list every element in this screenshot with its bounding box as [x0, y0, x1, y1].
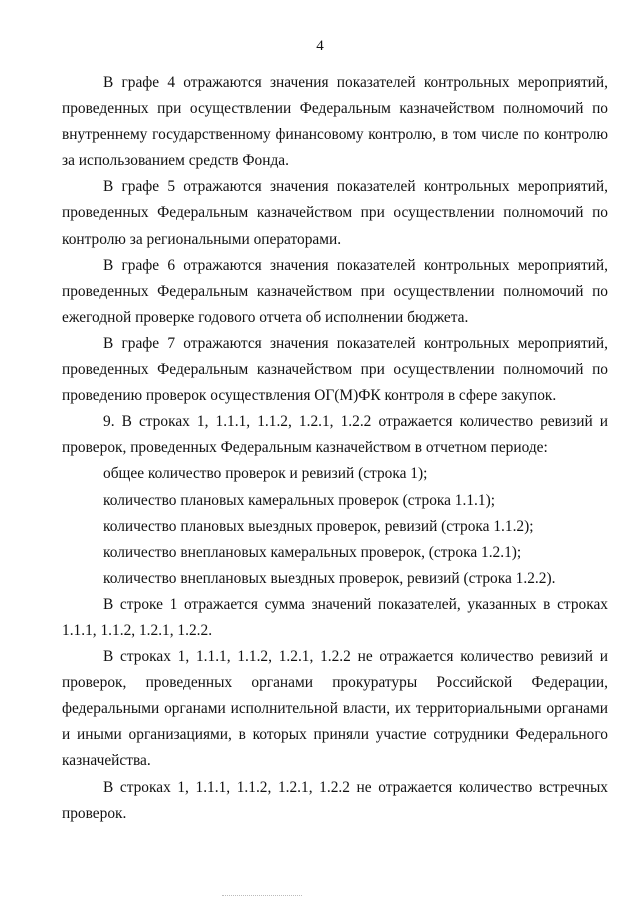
paragraph-section-9: 9. В строках 1, 1.1.1, 1.1.2, 1.2.1, 1.2.2 отражается количество ревизий и проверок, проведенных Федеральным казначейством в отчетном периоде: [62, 413, 608, 457]
list-item: количество внеплановых камеральных проверок, (строка 1.2.1); [103, 543, 522, 561]
paragraph-column-4: В графе 4 отражаются значения показателей контрольных мероприятий, проведенных при осуществлении Федеральным казначейством полномочий по внутреннему государственному финансовому контролю, в том числе по контролю за использованием средств Фонда. [62, 74, 608, 170]
list-item: количество плановых камеральных проверок (строка 1.1.1); [103, 491, 495, 509]
scan-artifact [222, 895, 302, 898]
paragraph-column-6: В графе 6 отражаются значения показателей контрольных мероприятий, проведенных Федеральным казначейством при осуществлении полномочий по ежегодной проверке годового отчета об исполнении бюджета. [62, 256, 608, 326]
list-item: количество внеплановых выездных проверок, ревизий (строка 1.2.2). [103, 569, 556, 587]
paragraph-row-1-sum: В строке 1 отражается сумма значений показателей, указанных в строках 1.1.1, 1.1.2, 1.2.1, 1.2.2. [62, 595, 608, 639]
list-item: количество плановых выездных проверок, ревизий (строка 1.1.2); [103, 517, 534, 535]
paragraph-exclusion-counter-checks: В строках 1, 1.1.1, 1.1.2, 1.2.1, 1.2.2 не отражается количество встречных проверок. [62, 778, 608, 822]
page-number: 4 [316, 38, 324, 54]
document-body [62, 70, 608, 827]
paragraph-column-7: В графе 7 отражаются значения показателей контрольных мероприятий, проведенных Федеральным казначейством при осуществлении полномочий по проведению проверок осуществления ОГ(М)ФК контроля в сфере закупок. [62, 334, 608, 405]
paragraph-column-5: В графе 5 отражаются значения показателей контрольных мероприятий, проведенных Федеральным казначейством при осуществлении полномочий по контролю за региональными операторами. [62, 178, 608, 248]
paragraph-exclusion-audits: В строках 1, 1.1.1, 1.1.2, 1.2.1, 1.2.2 не отражается количество ревизий и проверок, проведенных органами прокуратуры Российской Федерации, федеральными органами исполнительной власти, их территориальными органами и иными организациями, в которых приняли участие сотрудники Федерального казначейства. [62, 648, 608, 770]
list-item: общее количество проверок и ревизий (строка 1); [103, 465, 428, 483]
